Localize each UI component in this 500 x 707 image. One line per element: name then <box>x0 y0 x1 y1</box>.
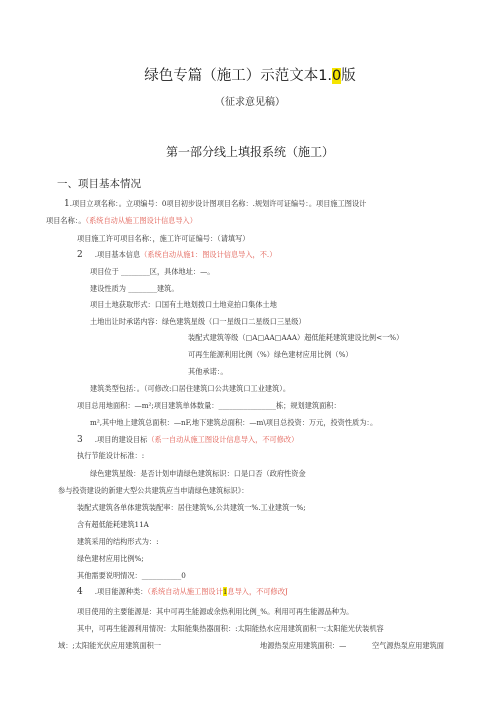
item2-line4: 土地出让时承诺内容：绿色建筑星级（口一星级口二星级口三星级） <box>90 317 306 326</box>
item1-text2: 项目名称：。 <box>46 216 86 225</box>
item2-head-text: .项目基本信息 <box>94 250 141 259</box>
item1-line1 <box>64 199 366 209</box>
item3-head-text: .项目的建设目标 <box>94 435 148 444</box>
item1-line3: 项目施工许可项目名称：，施工许可证编号：（请填写） <box>77 234 250 243</box>
item4-head-note1: （系统自动从施工图设计 <box>147 587 223 596</box>
section-heading: 一、项目基本情况 <box>57 178 141 190</box>
item3-line5: 含有超低能耗建筑11A <box>77 520 149 529</box>
item2-line8: 建筑类型包括：。（可修改:口居住建筑口公共建筑口工业建筑）。 <box>90 384 291 393</box>
item2-line2: 建设性质为 ________建筑。 <box>90 284 179 293</box>
item3-line1: 执行节能设计标准：: <box>77 451 145 460</box>
item4-line2: 其中，可再生能源利用情况：太阳能集热器面积：:太阳能热水应用建筑面积一:太阳能光伏装机容 <box>77 624 384 633</box>
item2-line3: 项目土地获取形式：口国有土地划拨口土地竞拍口集体土地 <box>90 300 277 309</box>
title-main: 绿色专篇（施工）示范文本1. <box>144 68 333 84</box>
item4-head-note2: 息导入，不可修改J <box>227 587 288 596</box>
item3-line4: 装配式建筑各单体建筑装配率：居住建筑%,公共建筑一%.工业建筑一%; <box>77 503 306 512</box>
item4-head-text: .项目能源种类： <box>94 587 148 596</box>
item4-number: 4 <box>77 587 83 597</box>
item2-heading <box>77 250 276 260</box>
item3-line6: 建筑采用的结构形式为：: <box>77 537 159 546</box>
document-subtitle: （征求意见稿） <box>215 97 285 108</box>
item2-line1: 项目位于 ________区，具体地址：—。 <box>90 267 215 276</box>
document-title <box>0 64 500 85</box>
item3-line2: 绿色建筑星级：是否计划申请绿色建筑标识：口是口否（政府性资金 <box>90 469 306 478</box>
title-highlight: 0 <box>332 68 342 84</box>
item2-head-note: （系统自动从施1：图设计信息导入，不.） <box>140 250 277 259</box>
part-title: 第一部分线上填报系统（施工） <box>165 145 334 159</box>
item3-number: 3 <box>77 435 83 445</box>
item1-text1: .项目立项名称：。立项编号：0项目初步设计图项目名称：.规划许可证编号：。项目施工图设计 <box>69 199 367 208</box>
item2-line10: m²,其中地上建筑总面积：—nF,地下建筑总面积：—m\项目总投资：万元，投资性质为：。 <box>90 418 378 427</box>
item3-heading <box>77 435 298 445</box>
item3-line7: 绿色建材应用比例%; <box>77 554 144 563</box>
title-tail: 版 <box>341 68 356 84</box>
item2-number: 2 <box>77 250 83 260</box>
item4-line3c: 空气源热泵应用建筑面 <box>372 641 444 650</box>
item1-line2 <box>46 216 197 226</box>
item4-line3a: 域：;太阳能光伏应用建筑面积一 <box>58 641 162 650</box>
item1-number: 1 <box>64 199 70 209</box>
item3-head-note: （系一自动从施工图设计信息导入，不可修改） <box>147 435 299 444</box>
item1-note: （系统自动从施工图设计信息导入） <box>85 216 197 225</box>
item4-line1: 项目使用的主要能源是：其中可再生能源或余热利用比例_%。利用可再生能源品种为。 <box>77 607 354 616</box>
item2-line7: 其他承诺：。 <box>188 367 228 376</box>
item2-line5: 装配式建筑等级（□A□AA□AAA）超低能耗建筑建设比例<一%） <box>188 333 404 342</box>
item3-line8: 其他需要说明情况：___________0 <box>77 571 186 580</box>
item4-highlight: 1 <box>222 587 228 596</box>
item2-line6: 可再生能源利用比例（%）绿色建材应用比例（%） <box>188 350 353 359</box>
item2-line9: 项目总用地面积：—m²;项目建筑单体数量：________________栋；规划建筑面积： <box>77 401 341 410</box>
item4-heading <box>77 587 288 597</box>
item4-line3b: 地源热泵应用建筑面积：— <box>260 641 347 650</box>
item3-line3: 参与投资建设的新建大型公共建筑应当申请绿色建筑标识》： <box>58 486 249 495</box>
